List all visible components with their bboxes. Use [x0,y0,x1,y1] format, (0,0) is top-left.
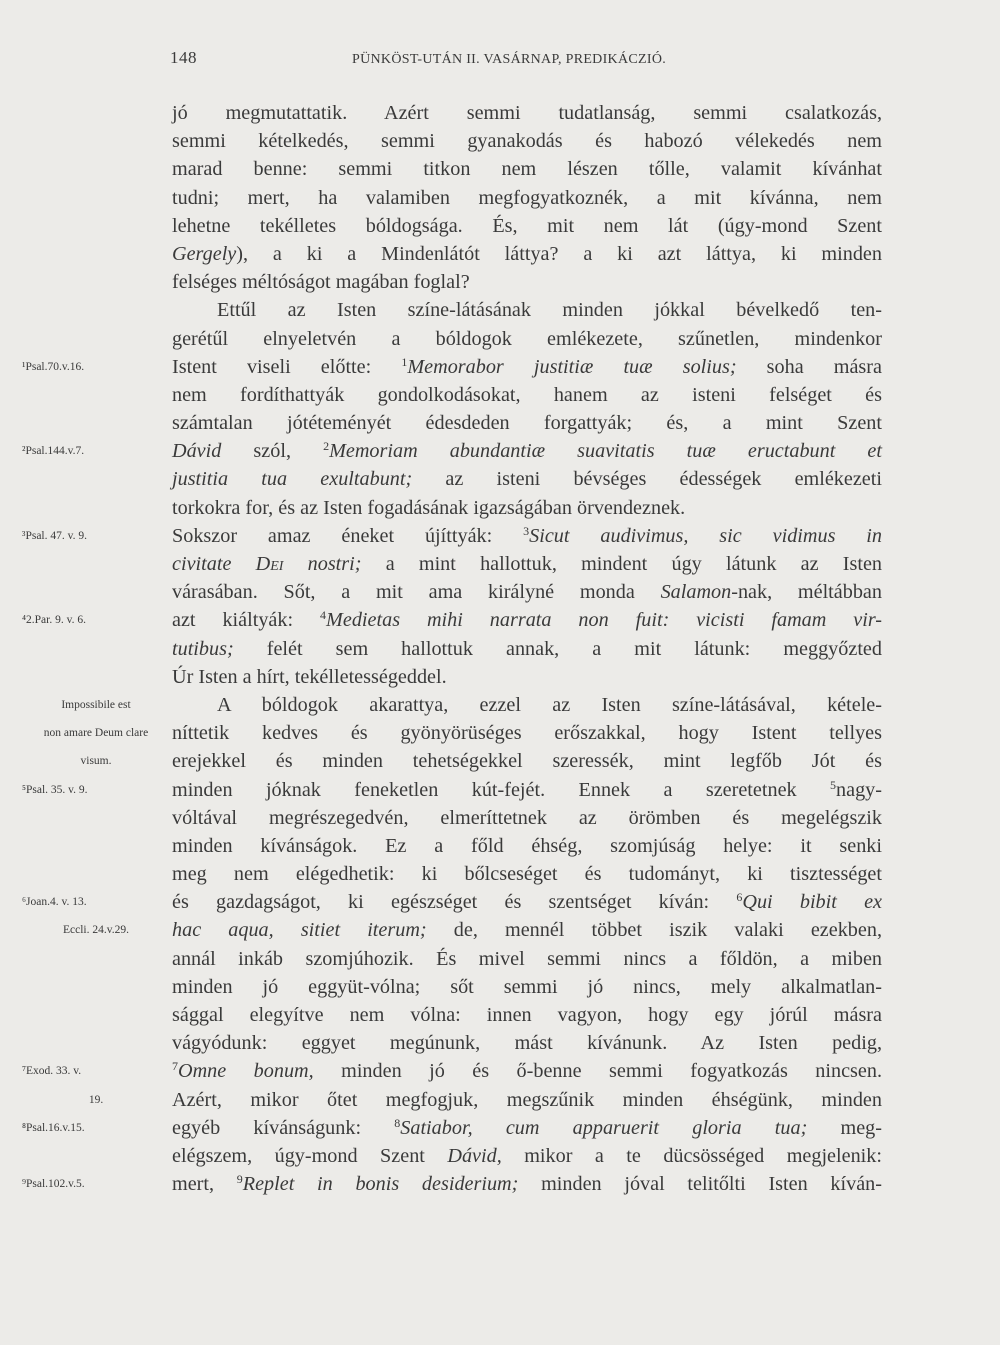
line-text: Ettűl az Isten színe-látásának minden jókkal bévelkedő ten- [217,299,882,322]
margin-note: visum. [80,755,112,768]
line-text: justitia tua exultabunt; az isteni bévséges édességek emlékezeti [172,468,882,491]
line-text: számtalan jótéteményét édesdeden forgattyák; és, a mint Szent [172,412,882,435]
line-text: egyéb kívánságunk: $^8$Satiabor, cum apparuerit gloria tua; meg- [172,1115,882,1139]
line-text: mert, $^9$Replet in bonis desiderium; minden jóval telitőlti Isten kíván- [172,1172,882,1196]
text-line [0,156,1000,184]
text-line [0,889,1000,917]
line-text: hac aqua, sitiet iterum; de, mennél többet iszik valaki ezekben, [172,919,883,942]
text-line [0,241,1000,269]
text-line [0,438,1000,466]
line-text: felséges méltóságot magában foglal? [172,271,470,294]
text-line [0,946,1000,974]
margin-note: ⁸Psal.16.v.15. [22,1121,85,1134]
line-text: lehetne tekélletes bóldogsága. És, mit nem lát (úgy-mond Szent [172,214,882,237]
line-text: tutibus; felét sem hallottuk annak, a mit látunk: meggyőzted [172,637,882,660]
text-line [0,326,1000,354]
running-head: PÜNKÖST-UTÁN II. VASÁRNAP, PREDIKÁCZIÓ. [352,52,667,67]
line-text: marad benne: semmi titkon nem lészen tőlle, valamit kívánhat [172,158,882,181]
text-line [0,777,1000,805]
text-line [0,100,1000,128]
text-line [0,297,1000,325]
text-line [0,748,1000,776]
line-text: jó megmutattatik. Azért semmi tudatlanság, semmi csalatkozás, [172,102,882,124]
line-text: semmi kételkedés, semmi gyanakodás és habozó vélekedés nem [172,130,882,153]
line-text: elégszem, úgy-mond Szent Dávid, mikor a te dücsösséged megjelenik: [172,1144,882,1167]
text-line [0,354,1000,382]
text-line [0,1115,1000,1143]
text-line [0,1087,1000,1115]
text-line [0,805,1000,833]
line-text: tudni; mert, ha valamiben megfogyatkoznék, a mit kívánna, nem [172,186,882,209]
text-line [0,636,1000,664]
line-text: gerétűl elnyeletvén a bóldogok emlékezete, szűnetlen, mindenkor [172,327,882,350]
text-line [0,1171,1000,1199]
text-line [0,551,1000,579]
line-text: minden kívánságok. Ez a főld éhség, szomjúság helye: it senki [172,834,882,857]
line-text: vóltával megrészegedvén, elmeríttetnek az örömben és megelégszik [172,806,882,829]
line-text: civitate Dei nostri; a mint hallottuk, mindent úgy látunk az Isten [172,553,883,575]
page-number: 148 [170,48,197,67]
text-line [0,466,1000,494]
text-line [0,495,1000,523]
margin-note: ⁷Exod. 33. v. [22,1065,82,1078]
text-line [0,213,1000,241]
text-line [0,382,1000,410]
line-text: minden jó eggyüt-vólna; sőt semmi jó nincs, mely alkalmatlan- [172,975,882,998]
page-header [0,48,1000,78]
line-text: és gazdagságot, ki egészséget és szentséget kíván: $^6$Qui bibit ex [172,890,882,914]
margin-note: Impossibile est [61,698,131,711]
text-line [0,917,1000,945]
line-text: níttetik kedves és gyönyörüséges erőszakkal, hogy Istent tellyes [172,722,882,745]
line-text: sággal elegyítve nem vólna: innen vagyon, hogy egy jórúl másra [172,1004,882,1026]
line-text: erejekkel és minden tehetségekkel szeressék, mint legfőb Jót és [172,750,882,773]
text-line [0,1058,1000,1086]
line-text: torkokra for, és az Isten fogadásának igazságában örvendeznek. [172,496,686,519]
text-line [0,833,1000,861]
text-line [0,579,1000,607]
margin-note: ¹Psal.70.v.16. [22,360,85,373]
line-text: Azért, mikor őtet megfogjuk, megszűnik minden éhségünk, minden [172,1088,882,1111]
text-line [0,1143,1000,1171]
margin-note: ⁵Psal. 35. v. 9. [22,783,88,796]
margin-note: ⁴2.Par. 9. v. 6. [22,614,86,627]
text-line [0,692,1000,720]
line-text: nem fordíthattyák gondolkodásokat, hanem az isteni felséget és [172,383,882,406]
text-line [0,1030,1000,1058]
margin-note: ⁶Joan.4. v. 13. [22,896,87,909]
line-text: várasában. Sőt, a mit ama királyné monda Salamon-nak, méltábban [172,581,882,604]
margin-note: ²Psal.144.v.7. [22,445,85,458]
line-text: azt kiáltyák: $^4$Medietas mihi narrata non fuit: vicisti famam vir- [172,608,883,632]
text-line [0,523,1000,551]
line-text: Sokszor amaz éneket újíttyák: $^3$Sicut audivimus, sic vidimus in [172,523,883,547]
text-line [0,664,1000,692]
line-text: Dávid szól, $^2$Memoriam abundantiæ suavitatis tuæ eructabunt et [172,439,882,463]
line-text: vágyódunk: eggyet megúnunk, mást kívánunk. Az Isten pedig, [172,1032,882,1055]
margin-note: 19. [88,1093,104,1106]
text-line [0,410,1000,438]
text-line [0,861,1000,889]
text-line [0,128,1000,156]
margin-note: ⁹Psal.102.v.5. [22,1178,85,1191]
line-text: annál inkáb szomjúhozik. És mivel semmi nincs a főldön, a miben [172,947,882,970]
line-text: Istent viseli előtte: $^1$Memorabor justitiæ tuæ solius; soha másra [172,354,882,378]
text-line [0,974,1000,1002]
text-line [0,607,1000,635]
margin-note: Eccli. 24.v.29. [62,924,129,937]
margin-note: non amare Deum clare [43,727,149,740]
line-text: minden jóknak feneketlen kút-fejét. Ennek a szeretetnek $^5$nagy- [172,777,882,801]
line-text: $^7$Omne bonum, minden jó és ő-benne semmi fogyatkozás nincsen. [172,1059,882,1083]
line-text: A bóldogok akarattya, ezzel az Isten színe-látásával, kétele- [217,693,882,716]
page-body [0,100,1000,1199]
line-text: Úr Isten a hírt, tekélletességeddel. [172,665,447,688]
text-line [0,720,1000,748]
text-line [0,269,1000,297]
text-line [0,185,1000,213]
margin-note: ³Psal. 47. v. 9. [22,529,87,542]
line-text: meg nem elégedhetik: ki bőlcseséget és tudományt, ki tisztességet [172,863,882,886]
line-text: Gergely), a ki a Mindenlátót láttya? a ki azt láttya, ki minden [172,242,882,265]
text-line [0,1002,1000,1030]
